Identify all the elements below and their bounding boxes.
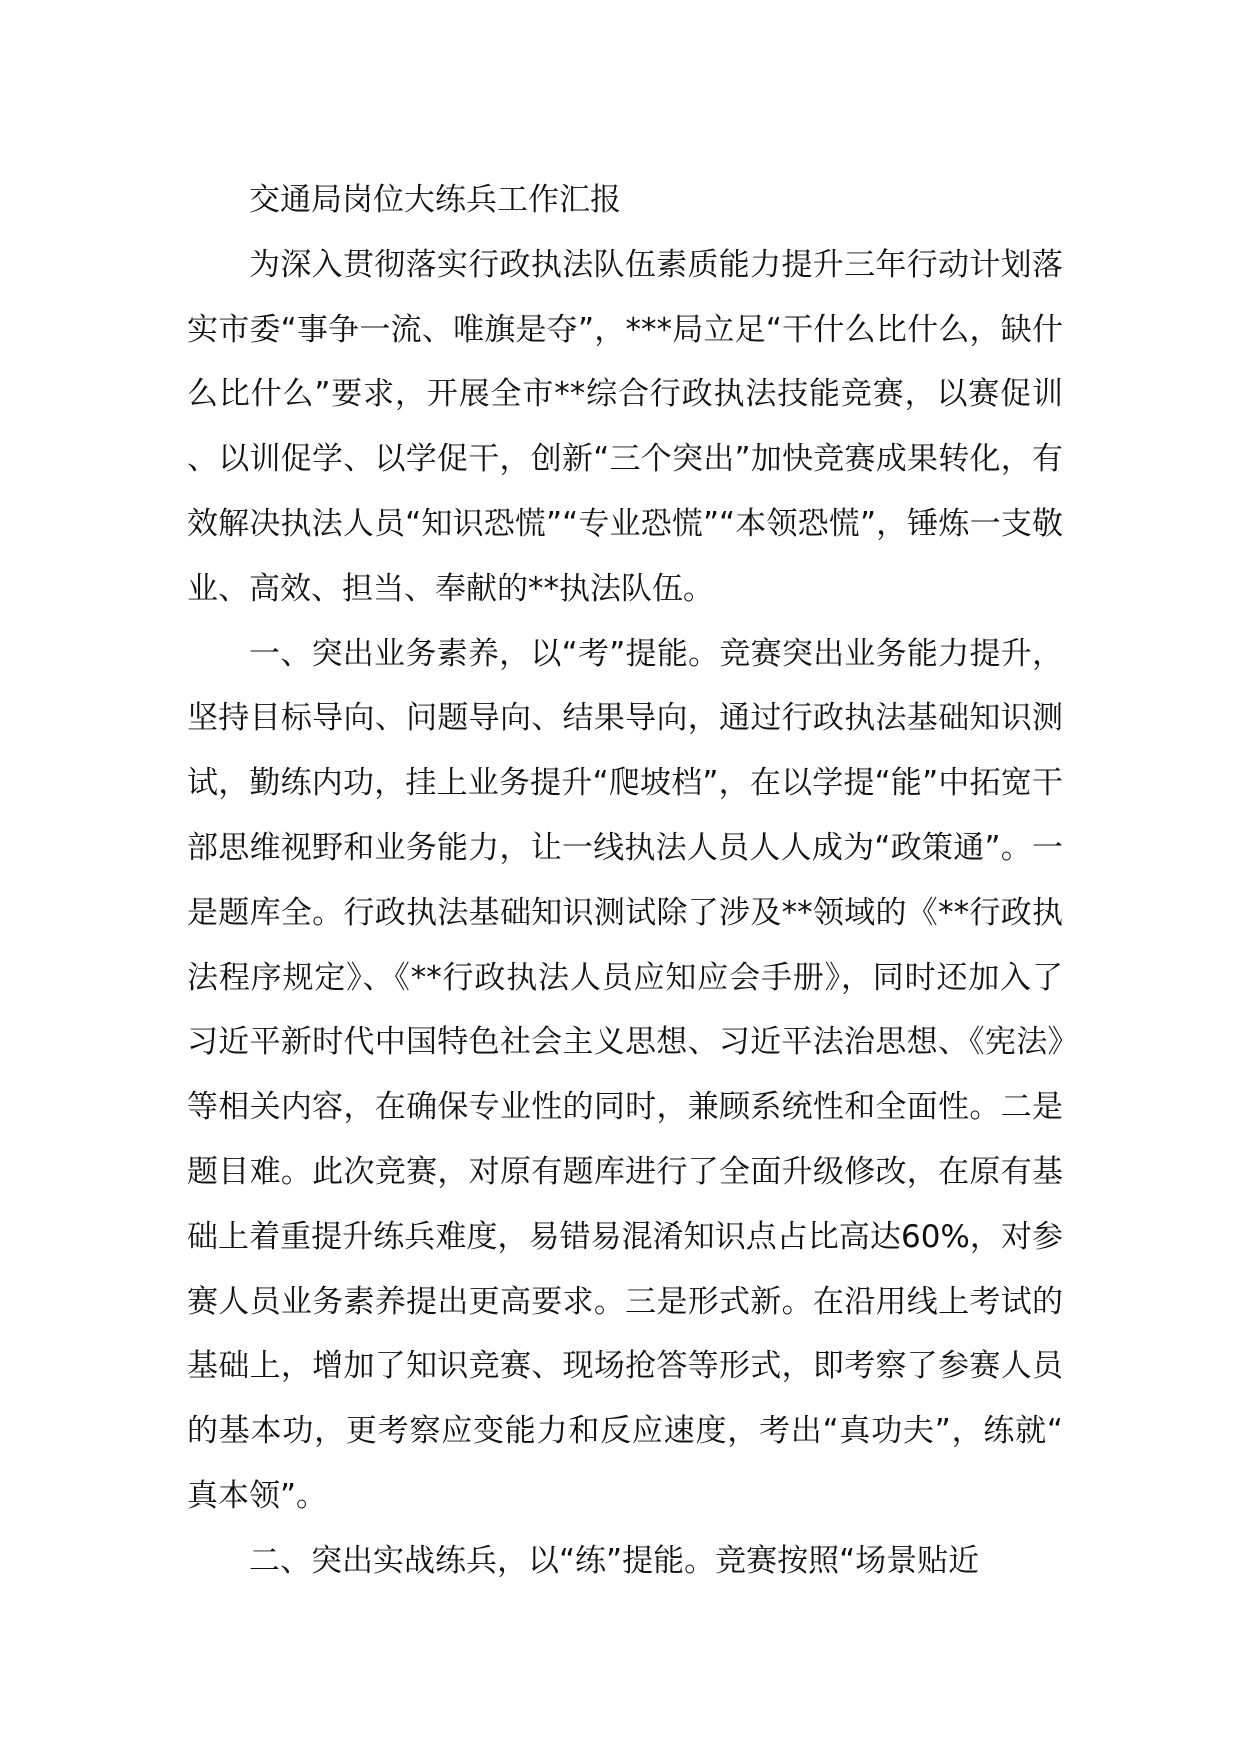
document-body bbox=[187, 168, 1063, 1594]
paragraph-intro: 为深入贯彻落实行政执法队伍素质能力提升三年行动计划落实市委“事争一流、唯旗是夺”，***局立足“干什么比什么，缺什么比什么”要求，开展全市**综合行政执法技能竞赛，以赛促训、以训促学、以学促干，创新“三个突出”加快竞赛成果转化，有效解决执法人员“知识恐慌”“专业恐慌”“本领恐慌”，锤炼一支敬业、高效、担当、奉献的**执法队伍。 bbox=[187, 246, 1063, 607]
paragraph-section-two: 二、突出实战练兵，以“练”提能。竞赛按照“场景贴近 bbox=[249, 1542, 980, 1579]
document-title: 交通局岗位大练兵工作汇报 bbox=[249, 182, 621, 218]
paragraph-section-one: 一、突出业务素养，以“考”提能。竞赛突出业务能力提升，坚持目标导向、问题导向、结果导向，通过行政执法基础知识测试，勤练内功，挂上业务提升“爬坡档”，在以学提“能”中拓宽干部思维视野和业务能力，让一线执法人员人人成为“政策通”。一是题库全。行政执法基础知识测试除了涉及**领域的《**行政执法程序规定》、《**行政执法人员应知应会手册》，同时还加入了习近平新时代中国特色社会主义思想、习近平法治思想、《宪法》等相关内容，在确保专业性的同时，兼顾系统性和全面性。二是题目难。此次竞赛，对原有题库进行了全面升级修改，在原有基础上着重提升练兵难度，易错易混淆知识点占比高达60%，对参赛人员业务素养提出更高要求。三是形式新。在沿用线上考试的基础上，增加了知识竞赛、现场抢答等形式，即考察了参赛人员的基本功，更考察应变能力和反应速度，考出“真功夫”，练就“真本领”。 bbox=[187, 635, 1063, 1514]
